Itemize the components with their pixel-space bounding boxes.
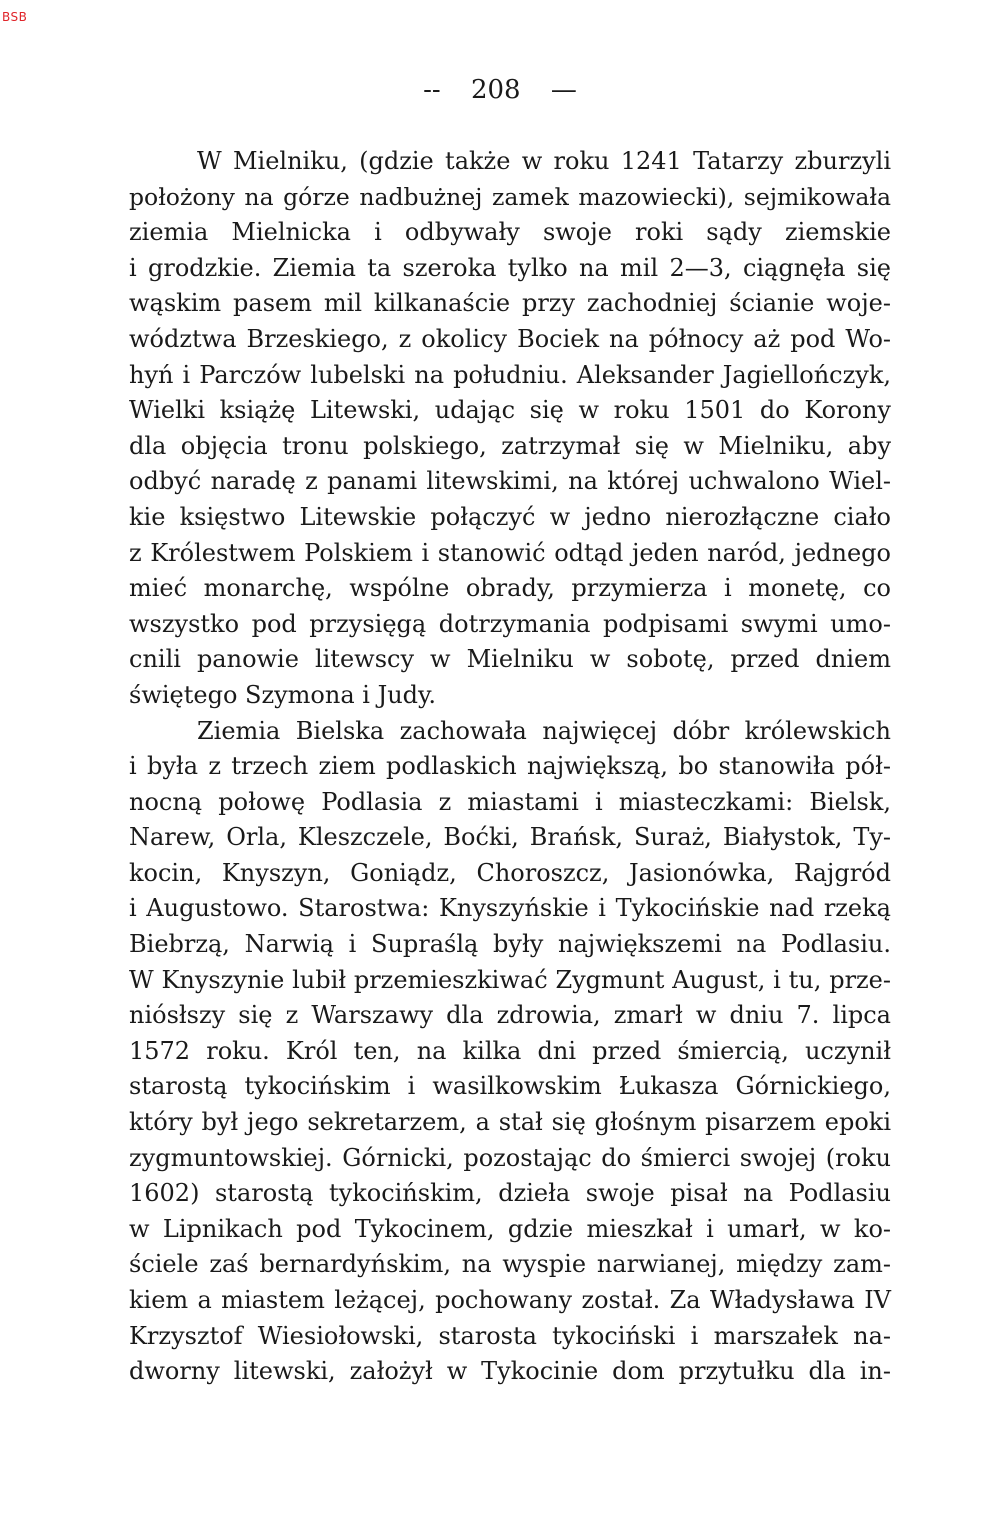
text-line: Ziemia Bielska zachowała najwięcej dóbr królewskich	[197, 716, 891, 745]
text-line: W Knyszynie lubił przemieszkiwać Zygmunt August, i tu, prze-	[129, 965, 891, 994]
text-line: dworny litewski, założył w Tykocinie dom przytułku dla in-	[129, 1357, 891, 1386]
body-text	[129, 144, 891, 1390]
text-line: mieć monarchę, wspólne obrady, przymierza i monetę, co	[129, 574, 891, 603]
text-line: położony na górze nadbużnej zamek mazowiecki), sejmikowała	[129, 182, 891, 211]
text-line: świętego Szymona i Judy.	[129, 680, 437, 709]
text-line: Krzysztof Wiesiołowski, starosta tykociński i marszałek na-	[129, 1321, 891, 1350]
text-line: starostą tykocińskim i wasilkowskim Łukasza Górnickiego,	[129, 1072, 891, 1101]
text-line: 1602) starostą tykocińskim, dzieła swoje pisał na Podlasiu	[129, 1179, 891, 1208]
text-line: wództwa Brzeskiego, z okolicy Bociek na północy aż pod Wo-	[129, 324, 891, 353]
text-line: który był jego sekretarzem, a stał się głośnym pisarzem epoki	[129, 1108, 891, 1137]
text-line: kiem a miastem leżącej, pochowany został. Za Władysława IV	[129, 1286, 891, 1314]
page-number: 208	[470, 75, 521, 105]
text-line: Narew, Orla, Kleszczele, Boćki, Brańsk, Suraż, Białystok, Ty-	[129, 823, 891, 852]
text-line: nocną połowę Podlasia z miastami i miasteczkami: Bielsk,	[129, 787, 891, 816]
text-line: i Augustowo. Starostwa: Knyszyńskie i Tykocińskie nad rzeką	[129, 894, 891, 923]
text-line: kie księstwo Litewskie połączyć w jedno nierozłączne ciało	[129, 502, 891, 531]
text-line: 1572 roku. Król ten, na kilka dni przed śmiercią, uczynił	[129, 1036, 891, 1065]
text-line: ściele zaś bernardyńskim, na wyspie narwianej, między zam-	[129, 1250, 891, 1279]
text-line: i grodzkie. Ziemia ta szeroka tylko na mil 2—3, ciągnęła się	[129, 253, 891, 282]
text-line: dla objęcia tronu polskiego, zatrzymał się w Mielniku, aby	[129, 431, 891, 460]
text-line: z Królestwem Polskiem i stanowić odtąd jeden naród, jednego	[129, 538, 891, 567]
text-line: niósłszy się z Warszawy dla zdrowia, zmarł w dniu 7. lipca	[129, 1001, 891, 1030]
text-line: i była z trzech ziem podlaskich największą, bo stanowiła pół-	[129, 752, 891, 781]
text-line: Wielki książę Litewski, udając się w roku 1501 do Korony	[129, 396, 891, 425]
text-line: kocin, Knyszyn, Goniądz, Choroszcz, Jasionówka, Rajgród	[129, 858, 891, 887]
text-line: Biebrzą, Narwią i Supraślą były największemi na Podlasiu.	[129, 930, 891, 959]
text-line: ziemia Mielnicka i odbywały swoje roki sądy ziemskie	[129, 218, 891, 247]
text-line: w Lipnikach pod Tykocinem, gdzie mieszkał i umarł, w ko-	[129, 1214, 891, 1243]
text-line: hyń i Parczów lubelski na południu. Aleksander Jagiellończyk,	[129, 360, 891, 389]
header-dash-left: --	[423, 75, 441, 105]
text-line: wszystko pod przysięgą dotrzymania podpisami swymi umo-	[129, 609, 891, 638]
text-line: W Mielniku, (gdzie także w roku 1241 Tatarzy zburzyli	[197, 147, 891, 175]
text-line: odbyć naradę z panami litewskimi, na której uchwalono Wiel-	[129, 467, 891, 496]
library-watermark: BSB	[2, 10, 28, 24]
header-dash-right: —	[550, 75, 577, 105]
text-line: zygmuntowskiej. Górnicki, pozostając do śmierci swojej (roku	[129, 1143, 891, 1172]
text-line: wąskim pasem mil kilkanaście przy zachodniej ścianie woje-	[129, 289, 891, 318]
page-header	[0, 70, 1000, 110]
text-line: cnili panowie litewscy w Mielniku w sobotę, przed dniem	[129, 645, 891, 674]
